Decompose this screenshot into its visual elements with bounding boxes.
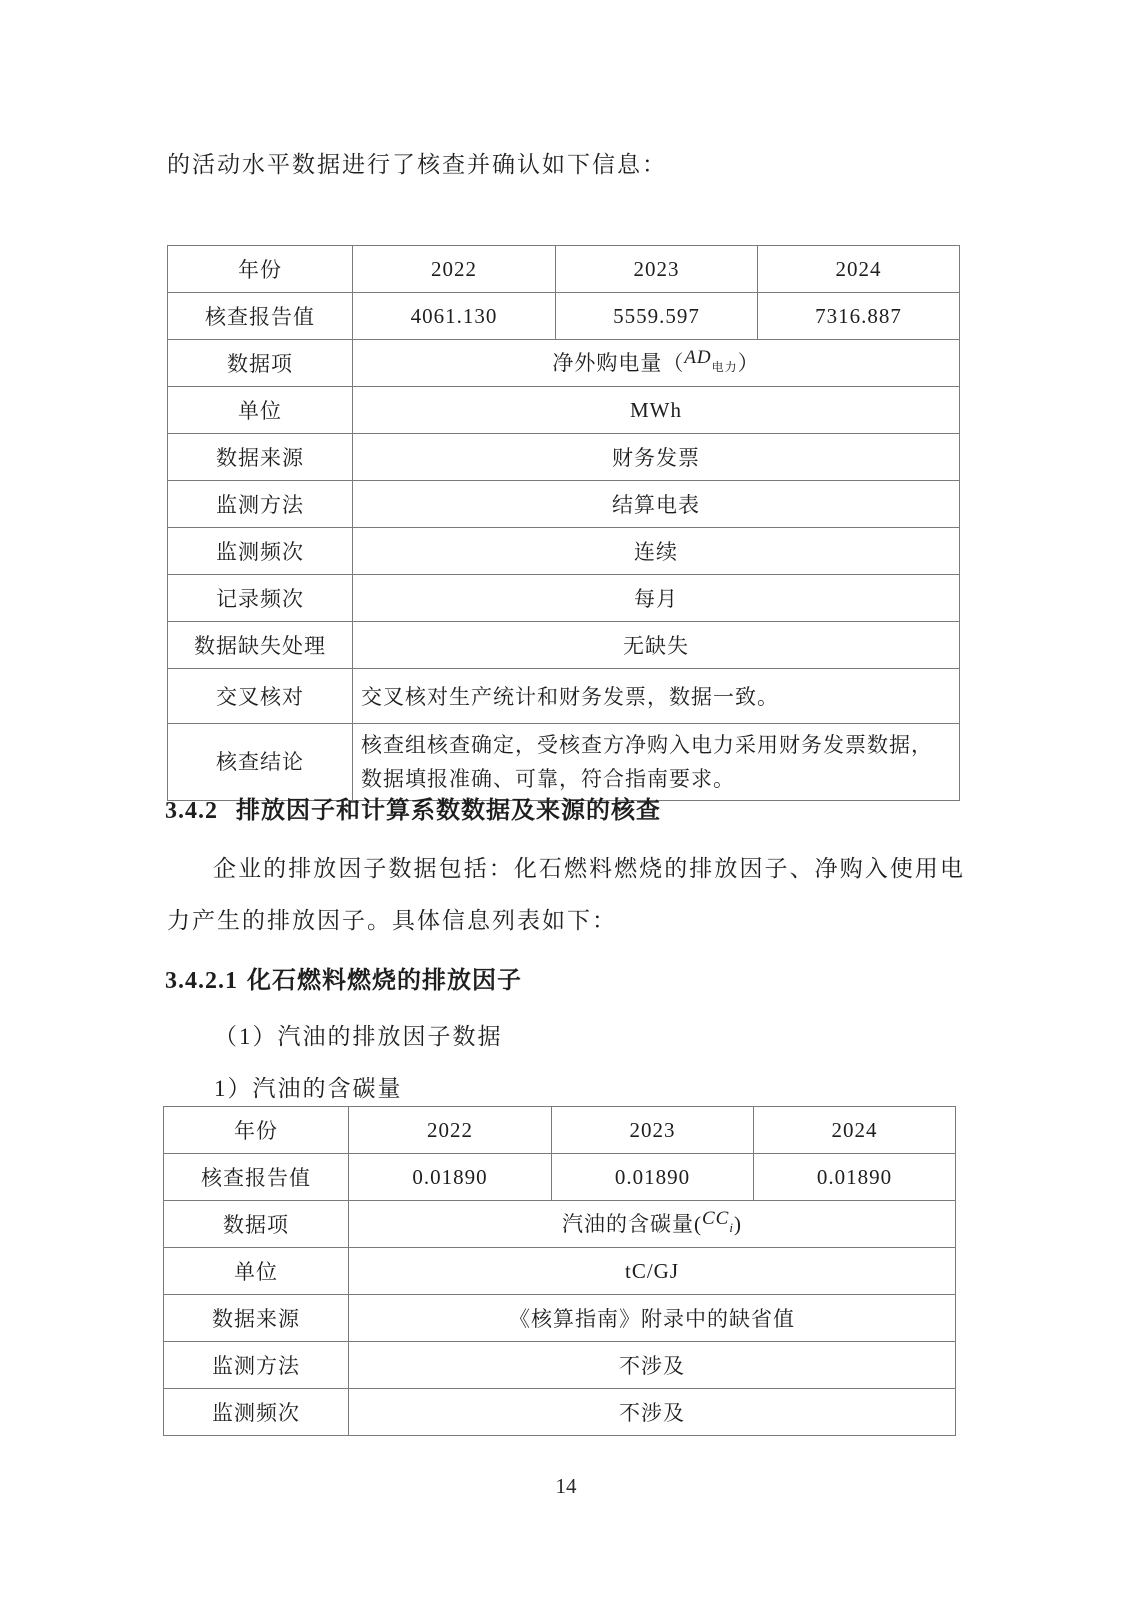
table-row-missing-data	[168, 622, 960, 669]
table-row-monitor-method	[164, 1342, 956, 1389]
year-label-cell: 年份	[164, 1107, 349, 1154]
cross-label-cell: 交叉核对	[168, 669, 353, 724]
freq-value-cell: 连续	[353, 528, 960, 575]
data-item-value-cell	[353, 340, 960, 387]
source-label-cell: 数据来源	[164, 1295, 349, 1342]
source-label-cell: 数据来源	[168, 434, 353, 481]
method-value-cell: 不涉及	[349, 1342, 956, 1389]
freq-label-cell: 监测频次	[168, 528, 353, 575]
year-label-cell: 年份	[168, 246, 353, 293]
list-item-gasoline-ef: （1）汽油的排放因子数据	[214, 1024, 503, 1049]
table-row-reported-values	[164, 1154, 956, 1201]
year-2022-cell: 2022	[353, 246, 556, 293]
section-heading-342	[165, 790, 661, 825]
year-2024-cell: 2024	[758, 246, 960, 293]
reported-label-cell: 核查报告值	[168, 293, 353, 340]
table-row-cross-check	[168, 669, 960, 724]
unit-value-cell: tC/GJ	[349, 1248, 956, 1295]
data-item-suffix: ）	[737, 351, 760, 376]
reported-label-cell: 核查报告值	[164, 1154, 349, 1201]
subheading-number: 3.4.2.1	[165, 968, 238, 994]
table-row-data-item	[168, 340, 960, 387]
formula-main: AD	[684, 347, 712, 369]
reported-2023-cell: 5559.597	[556, 293, 758, 340]
list-item-gasoline-carbon: 1）汽油的含碳量	[214, 1076, 403, 1101]
page-number: 14	[555, 1474, 577, 1498]
table-row-monitor-frequency	[164, 1389, 956, 1436]
reported-2022-cell: 0.01890	[349, 1154, 552, 1201]
subheading-title: 化石燃料燃烧的排放因子	[247, 968, 522, 994]
data-item-label-cell: 数据项	[168, 340, 353, 387]
unit-label-cell: 单位	[168, 387, 353, 434]
data-item-value-cell	[349, 1201, 956, 1248]
reported-2023-cell: 0.01890	[552, 1154, 754, 1201]
source-value-cell: 财务发票	[353, 434, 960, 481]
formula-subscript: i	[729, 1219, 734, 1235]
section-paragraph: 企业的排放因子数据包括：化石燃料燃烧的排放因子、净购入使用电力产生的排放因子。具体信息列表如下：	[167, 856, 965, 933]
conclusion-value-cell: 核查组核查确定，受核查方净购入电力采用财务发票数据，数据填报准确、可靠，符合指南要求。	[353, 724, 960, 801]
freq-value-cell: 不涉及	[349, 1389, 956, 1436]
cross-value-cell: 交叉核对生产统计和财务发票，数据一致。	[353, 669, 960, 724]
year-2022-cell: 2022	[349, 1107, 552, 1154]
data-item-prefix: 汽油的含碳量(	[562, 1212, 702, 1237]
table-row-unit	[164, 1248, 956, 1295]
heading-number: 3.4.2	[165, 798, 218, 824]
reported-2022-cell: 4061.130	[353, 293, 556, 340]
record-label-cell: 记录频次	[168, 575, 353, 622]
missing-value-cell: 无缺失	[353, 622, 960, 669]
record-value-cell: 每月	[353, 575, 960, 622]
freq-label-cell: 监测频次	[164, 1389, 349, 1436]
cc-i-formula	[702, 1208, 734, 1235]
missing-label-cell: 数据缺失处理	[168, 622, 353, 669]
conclusion-label-cell: 核查结论	[168, 724, 353, 801]
table-row-record-frequency	[168, 575, 960, 622]
method-label-cell: 监测方法	[164, 1342, 349, 1389]
formula-subscript: 电力	[711, 359, 738, 374]
table-row-data-source	[164, 1295, 956, 1342]
table-row-unit	[168, 387, 960, 434]
table-row-monitor-method	[168, 481, 960, 528]
year-2023-cell: 2023	[556, 246, 758, 293]
formula-main: CC	[702, 1208, 730, 1230]
table-row-data-item	[164, 1201, 956, 1248]
section-heading-3421	[165, 960, 522, 995]
method-label-cell: 监测方法	[168, 481, 353, 528]
unit-label-cell: 单位	[164, 1248, 349, 1295]
year-2023-cell: 2023	[552, 1107, 754, 1154]
data-item-suffix: )	[733, 1212, 742, 1237]
table-row-year	[164, 1107, 956, 1154]
method-value-cell: 结算电表	[353, 481, 960, 528]
intro-paragraph: 的活动水平数据进行了核查并确认如下信息：	[167, 152, 667, 177]
year-2024-cell: 2024	[754, 1107, 956, 1154]
table-row-reported-values	[168, 293, 960, 340]
heading-title: 排放因子和计算系数数据及来源的核查	[236, 798, 661, 824]
gasoline-carbon-table	[163, 1106, 956, 1436]
ad-electricity-formula	[684, 347, 738, 374]
data-item-prefix: 净外购电量（	[552, 351, 685, 376]
activity-data-table	[167, 245, 960, 801]
table-row-year	[168, 246, 960, 293]
source-value-cell: 《核算指南》附录中的缺省值	[349, 1295, 956, 1342]
reported-2024-cell: 7316.887	[758, 293, 960, 340]
table-row-data-source	[168, 434, 960, 481]
data-item-label-cell: 数据项	[164, 1201, 349, 1248]
table-row-monitor-frequency	[168, 528, 960, 575]
table-row-conclusion	[168, 724, 960, 801]
reported-2024-cell: 0.01890	[754, 1154, 956, 1201]
unit-value-cell: MWh	[353, 387, 960, 434]
